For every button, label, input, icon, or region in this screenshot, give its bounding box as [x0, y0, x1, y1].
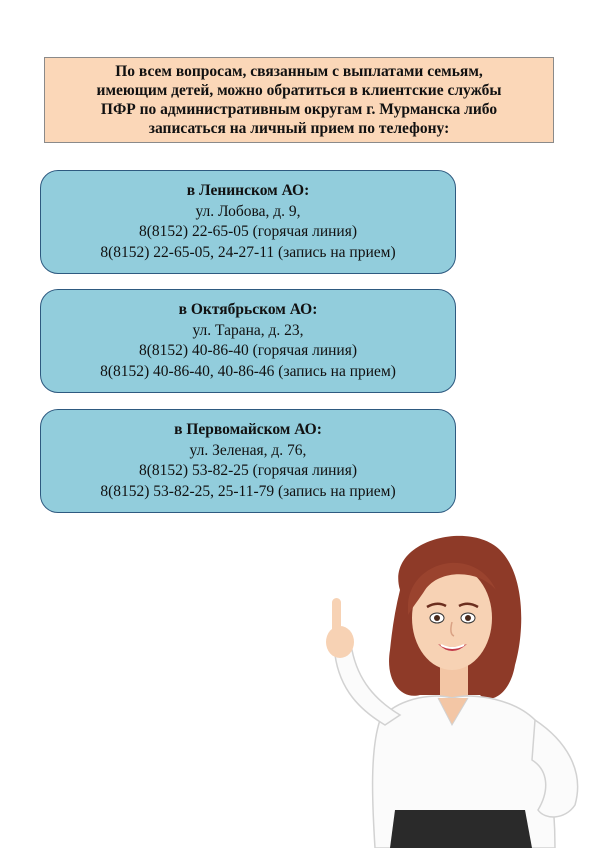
office-district: в Октябрьском АО:: [178, 301, 318, 318]
intro-line: По всем вопросам, связанным с выплатами семьям,: [115, 63, 483, 80]
office-hotline: 8(8152) 53-82-25 (горячая линия): [139, 462, 357, 479]
office-appointment: 8(8152) 40-86-40, 40-86-46 (запись на прием): [100, 362, 396, 380]
office-address: ул. Лобова, д. 9,: [195, 202, 301, 220]
office-hotline: 8(8152) 40-86-40 (горячая линия): [139, 342, 357, 359]
office-address: ул. Зеленая, д. 76,: [189, 441, 307, 459]
office-card-leninsky: [40, 170, 456, 274]
office-address: ул. Тарана, д. 23,: [192, 321, 304, 339]
intro-line: имеющим детей, можно обратиться в клиентские службы: [96, 82, 502, 99]
office-district: в Ленинском АО:: [186, 182, 310, 199]
office-district: в Первомайском АО:: [174, 421, 322, 438]
intro-line: записаться на личный прием по телефону:: [148, 120, 450, 137]
black-skirt: [390, 810, 532, 848]
woman-pointing-up-illustration: [300, 520, 600, 848]
pointing-finger-icon: [332, 598, 341, 638]
office-card-pervomaisky: [40, 409, 456, 513]
office-card-oktyabrsky: [40, 289, 456, 393]
office-appointment: 8(8152) 53-82-25, 25-11-79 (запись на прием): [100, 482, 396, 500]
intro-notice: [44, 57, 554, 143]
office-hotline: 8(8152) 22-65-05 (горячая линия): [139, 223, 357, 240]
office-appointment: 8(8152) 22-65-05, 24-27-11 (запись на прием): [100, 243, 396, 261]
intro-line: ПФР по административным округам г. Мурманска либо: [100, 101, 498, 118]
